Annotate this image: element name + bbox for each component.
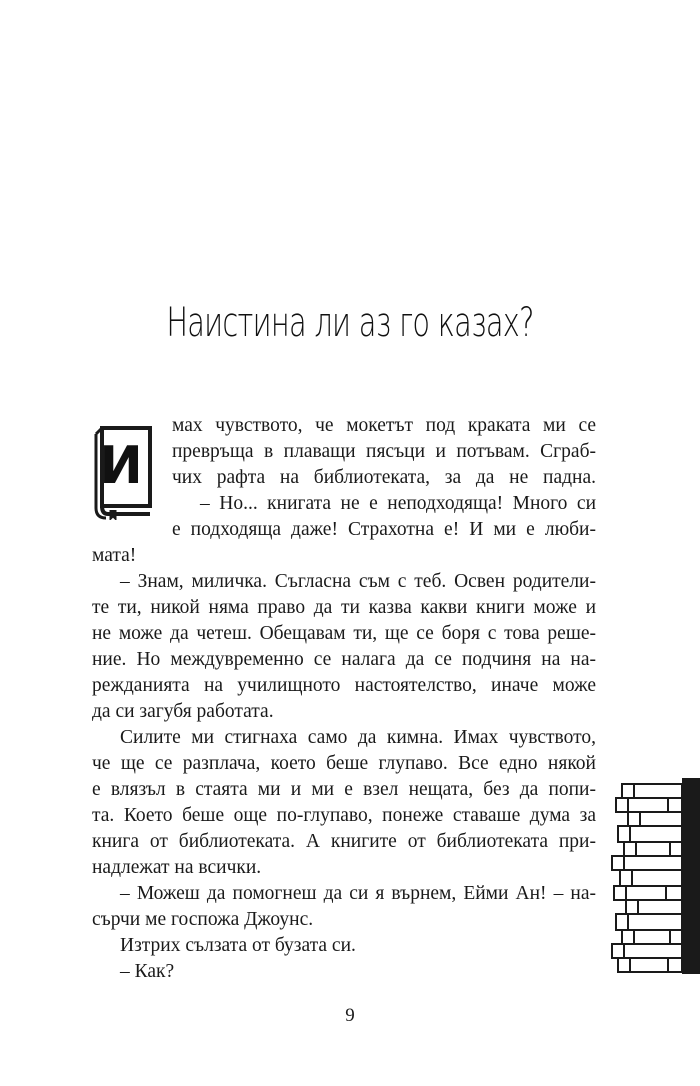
text-line: сърчи ме госпожа Джоунс. xyxy=(92,909,314,930)
text-line: да си загубя работата. xyxy=(92,701,274,722)
text-line: – Знам, миличка. Съгласна съм с теб. Освен родители- xyxy=(120,571,596,592)
text-line: те ти, никой няма право да ти казва какви книги може и xyxy=(92,597,596,618)
text-line: та. Което беше още по-глупаво, понеже ставаше дума за xyxy=(92,805,596,826)
text-line: – Можеш да помогнеш да си я върнем, Ейми Ан! – на- xyxy=(120,883,596,904)
text-line: не може да четеш. Обещавам ти, ще се боря с това реше- xyxy=(92,623,596,644)
chapter-title: Наистина ли аз го казах? xyxy=(166,299,534,346)
text-line: че ще се разплача, което беше глупаво. Все едно някой xyxy=(92,753,596,774)
body-text xyxy=(92,413,596,985)
text-line: Изтрих сълзата от бузата си. xyxy=(120,935,356,956)
text-line: е подходяща даже! Страхотна е! И ми е люби- xyxy=(172,519,596,540)
text-line: режданията на училищното настоятелство, иначе може xyxy=(92,675,596,696)
bookshelf-icon xyxy=(608,778,682,974)
text-line: мата! xyxy=(92,545,137,566)
text-line: е влязъл в стаята ми и ми е взел нещата, без да попи- xyxy=(92,779,596,800)
text-line: превръща в плаващи пясъци и потъвам. Сграб- xyxy=(172,441,596,462)
text-line: – Но... книгата не е неподходяща! Много си xyxy=(200,493,596,514)
text-line: чих рафта на библиотеката, за да не падна. xyxy=(172,467,596,488)
text-line: – Как? xyxy=(120,961,175,982)
text-line: ние. Но междувременно се налага да се подчиня на на- xyxy=(92,649,596,670)
text-line: Силите ми стигнаха само да кимна. Имах чувството, xyxy=(120,727,596,748)
page-number: 9 xyxy=(345,1005,355,1026)
thumb-tab xyxy=(682,778,700,974)
dropcap-letter: И xyxy=(99,436,143,496)
text-line: книга от библиотеката. А книгите от библиотеката при- xyxy=(92,831,596,852)
text-line: надлежат на всички. xyxy=(92,857,262,878)
text-line: мах чувството, че мокетът под краката ми се xyxy=(172,415,596,436)
